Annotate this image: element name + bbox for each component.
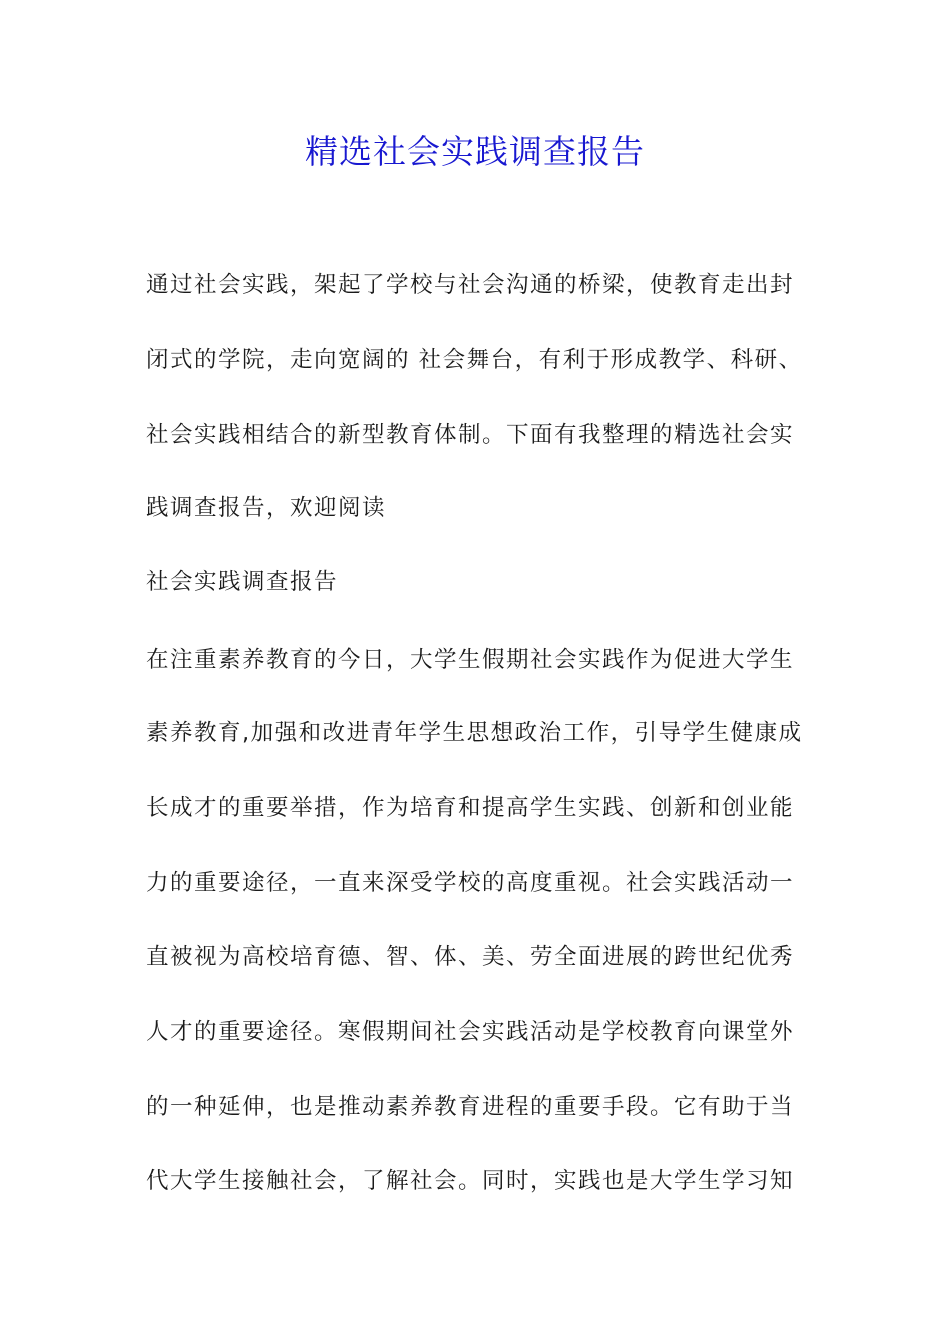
body-line: 素养教育,加强和改进青年学生思想政治工作，引导学生健康成: [146, 720, 803, 746]
body-line: 的一种延伸，也是推动素养教育进程的重要手段。它有助于当: [146, 1094, 795, 1120]
body-line: 长成才的重要举措，作为培育和提高学生实践、创新和创业能: [146, 795, 795, 821]
body-line: 代大学生接触社会，了解社会。同时，实践也是大学生学习知: [146, 1168, 795, 1194]
intro-line: 践调查报告，欢迎阅读: [146, 495, 387, 521]
intro-line: 通过社会实践，架起了学校与社会沟通的桥梁，使教育走出封: [146, 272, 795, 298]
section-heading: 社会实践调查报告: [146, 569, 339, 595]
body-line: 力的重要途径，一直来深受学校的高度重视。社会实践活动一: [146, 870, 795, 896]
body-line: 人才的重要途径。寒假期间社会实践活动是学校教育向课堂外: [146, 1019, 795, 1045]
intro-line: 社会实践相结合的新型教育体制。下面有我整理的精选社会实: [146, 422, 795, 448]
document-title: 精选社会实践调查报告: [305, 132, 645, 171]
body-line: 直被视为高校培育德、智、体、美、劳全面进展的跨世纪优秀: [146, 944, 795, 970]
body-line: 在注重素养教育的今日，大学生假期社会实践作为促进大学生: [146, 647, 795, 673]
intro-line: 闭式的学院，走向宽阔的 社会舞台，有利于形成教学、科研、: [146, 347, 803, 373]
